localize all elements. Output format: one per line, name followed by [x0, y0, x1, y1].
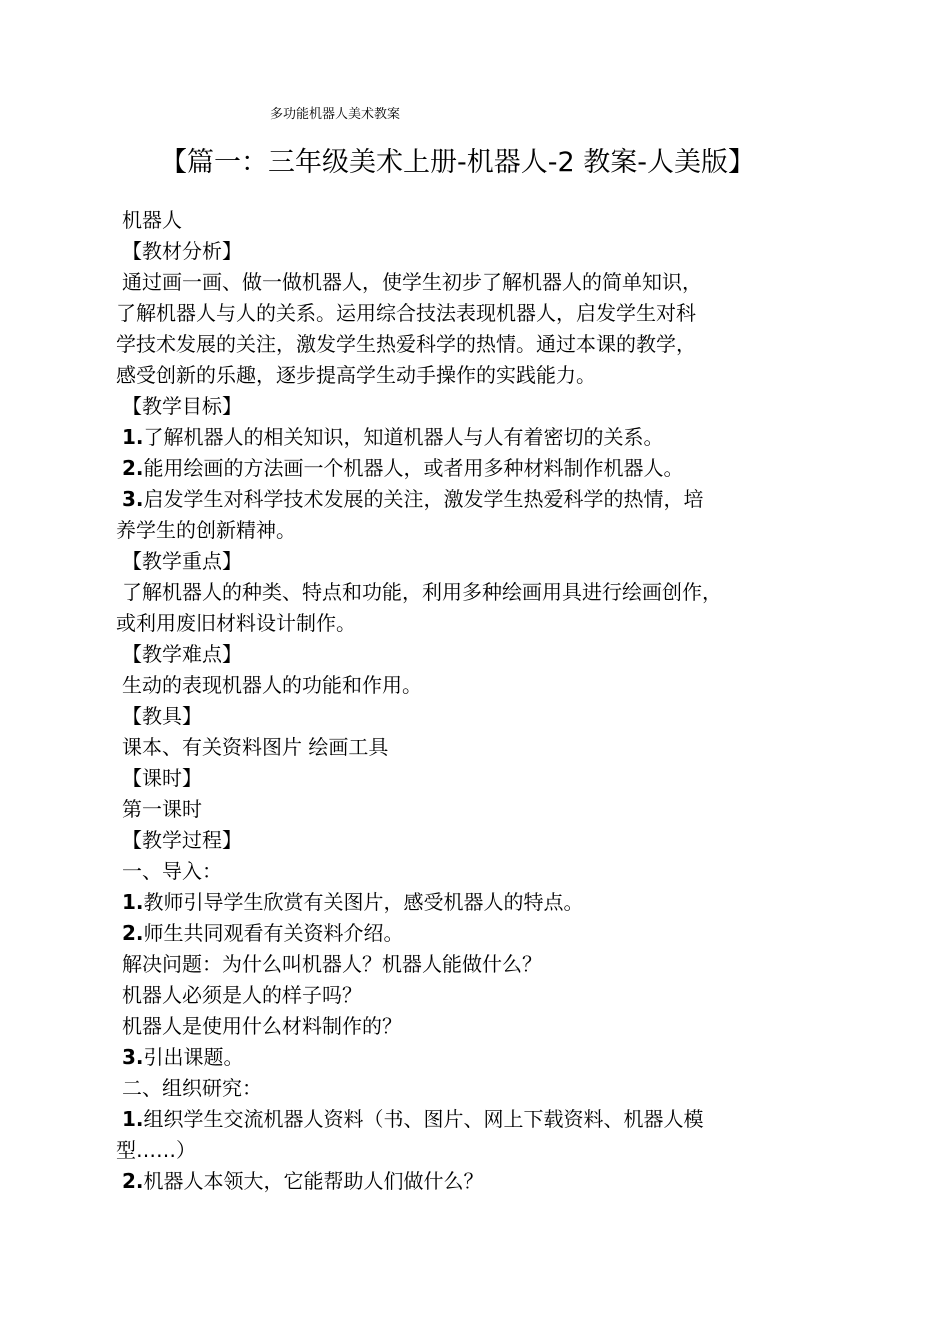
text-line — [116, 360, 836, 391]
line-text: 机器人必须是人的样子吗？ — [122, 983, 362, 1007]
text-line — [116, 1073, 836, 1104]
document-header-title: 多功能机器人美术教案 — [270, 107, 401, 122]
text-line — [116, 546, 836, 577]
line-text: 了解机器人的相关知识，知道机器人与人有着密切的关系。 — [143, 425, 664, 449]
line-text: 学技术发展的关注，激发学生热爱科学的热情。通过本课的教学， — [116, 332, 696, 356]
text-line — [116, 701, 836, 732]
document-main-title: 【篇一：三年级美术上册-机器人-2 教案-人美版】 — [160, 147, 755, 178]
list-number: 2. — [122, 456, 144, 480]
text-line — [116, 980, 836, 1011]
line-text: 感受创新的乐趣，逐步提高学生动手操作的实践能力。 — [116, 363, 596, 387]
line-text: 【教学过程】 — [122, 828, 242, 852]
line-text: 一、导入： — [122, 859, 222, 883]
list-number: 1. — [122, 425, 144, 449]
text-line — [116, 1104, 836, 1135]
line-text: 课本、有关资料图片 绘画工具 — [122, 735, 389, 759]
line-text: 型……） — [116, 1138, 196, 1162]
text-line — [116, 484, 836, 515]
text-line — [116, 391, 836, 422]
text-line — [116, 329, 836, 360]
line-text: 机器人 — [122, 208, 182, 232]
text-line — [116, 639, 836, 670]
line-text: 【教学难点】 — [122, 642, 242, 666]
text-line — [116, 887, 836, 918]
text-line — [116, 949, 836, 980]
text-line — [116, 608, 836, 639]
list-number: 1. — [122, 890, 144, 914]
line-text: 【教学目标】 — [122, 394, 242, 418]
line-text: 机器人本领大，它能帮助人们做什么？ — [143, 1169, 484, 1193]
text-line — [116, 1011, 836, 1042]
line-text: 师生共同观看有关资料介绍。 — [143, 921, 404, 945]
list-number: 3. — [122, 1045, 144, 1069]
line-text: 组织学生交流机器人资料（书、图片、网上下载资料、机器人模 — [143, 1107, 704, 1131]
line-text: 生动的表现机器人的功能和作用。 — [122, 673, 422, 697]
text-line — [116, 298, 836, 329]
line-text: 解决问题：为什么叫机器人？机器人能做什么？ — [122, 952, 542, 976]
line-text: 养学生的创新精神。 — [116, 518, 296, 542]
line-text: 【课时】 — [122, 766, 202, 790]
text-line — [116, 1166, 836, 1197]
text-line — [116, 763, 836, 794]
text-line — [116, 670, 836, 701]
line-text: 了解机器人与人的关系。运用综合技法表现机器人，启发学生对科 — [116, 301, 696, 325]
line-text: 【教具】 — [122, 704, 202, 728]
line-text: 机器人是使用什么材料制作的？ — [122, 1014, 402, 1038]
line-text: 第一课时 — [122, 797, 202, 821]
line-text: 能用绘画的方法画一个机器人，或者用多种材料制作机器人。 — [143, 456, 684, 480]
line-text: 二、组织研究： — [122, 1076, 262, 1100]
line-text: 了解机器人的种类、特点和功能，利用多种绘画用具进行绘画创作， — [122, 580, 722, 604]
document-body — [116, 205, 836, 1197]
line-text: 通过画一画、做一做机器人，使学生初步了解机器人的简单知识， — [122, 270, 702, 294]
list-number: 1. — [122, 1107, 144, 1131]
line-text: 引出课题。 — [143, 1045, 244, 1069]
text-line — [116, 205, 836, 236]
line-text: 启发学生对科学技术发展的关注，激发学生热爱科学的热情，培 — [143, 487, 704, 511]
list-number: 2. — [122, 1169, 144, 1193]
text-line — [116, 515, 836, 546]
line-text: 或利用废旧材料设计制作。 — [116, 611, 356, 635]
text-line — [116, 1042, 836, 1073]
text-line — [116, 267, 836, 298]
list-number: 2. — [122, 921, 144, 945]
line-text: 教师引导学生欣赏有关图片，感受机器人的特点。 — [143, 890, 584, 914]
text-line — [116, 422, 836, 453]
text-line — [116, 732, 836, 763]
text-line — [116, 794, 836, 825]
list-number: 3. — [122, 487, 144, 511]
text-line — [116, 856, 836, 887]
line-text: 【教学重点】 — [122, 549, 242, 573]
text-line — [116, 577, 836, 608]
text-line — [116, 825, 836, 856]
text-line — [116, 1135, 836, 1166]
text-line — [116, 918, 836, 949]
line-text: 【教材分析】 — [122, 239, 242, 263]
text-line — [116, 236, 836, 267]
text-line — [116, 453, 836, 484]
